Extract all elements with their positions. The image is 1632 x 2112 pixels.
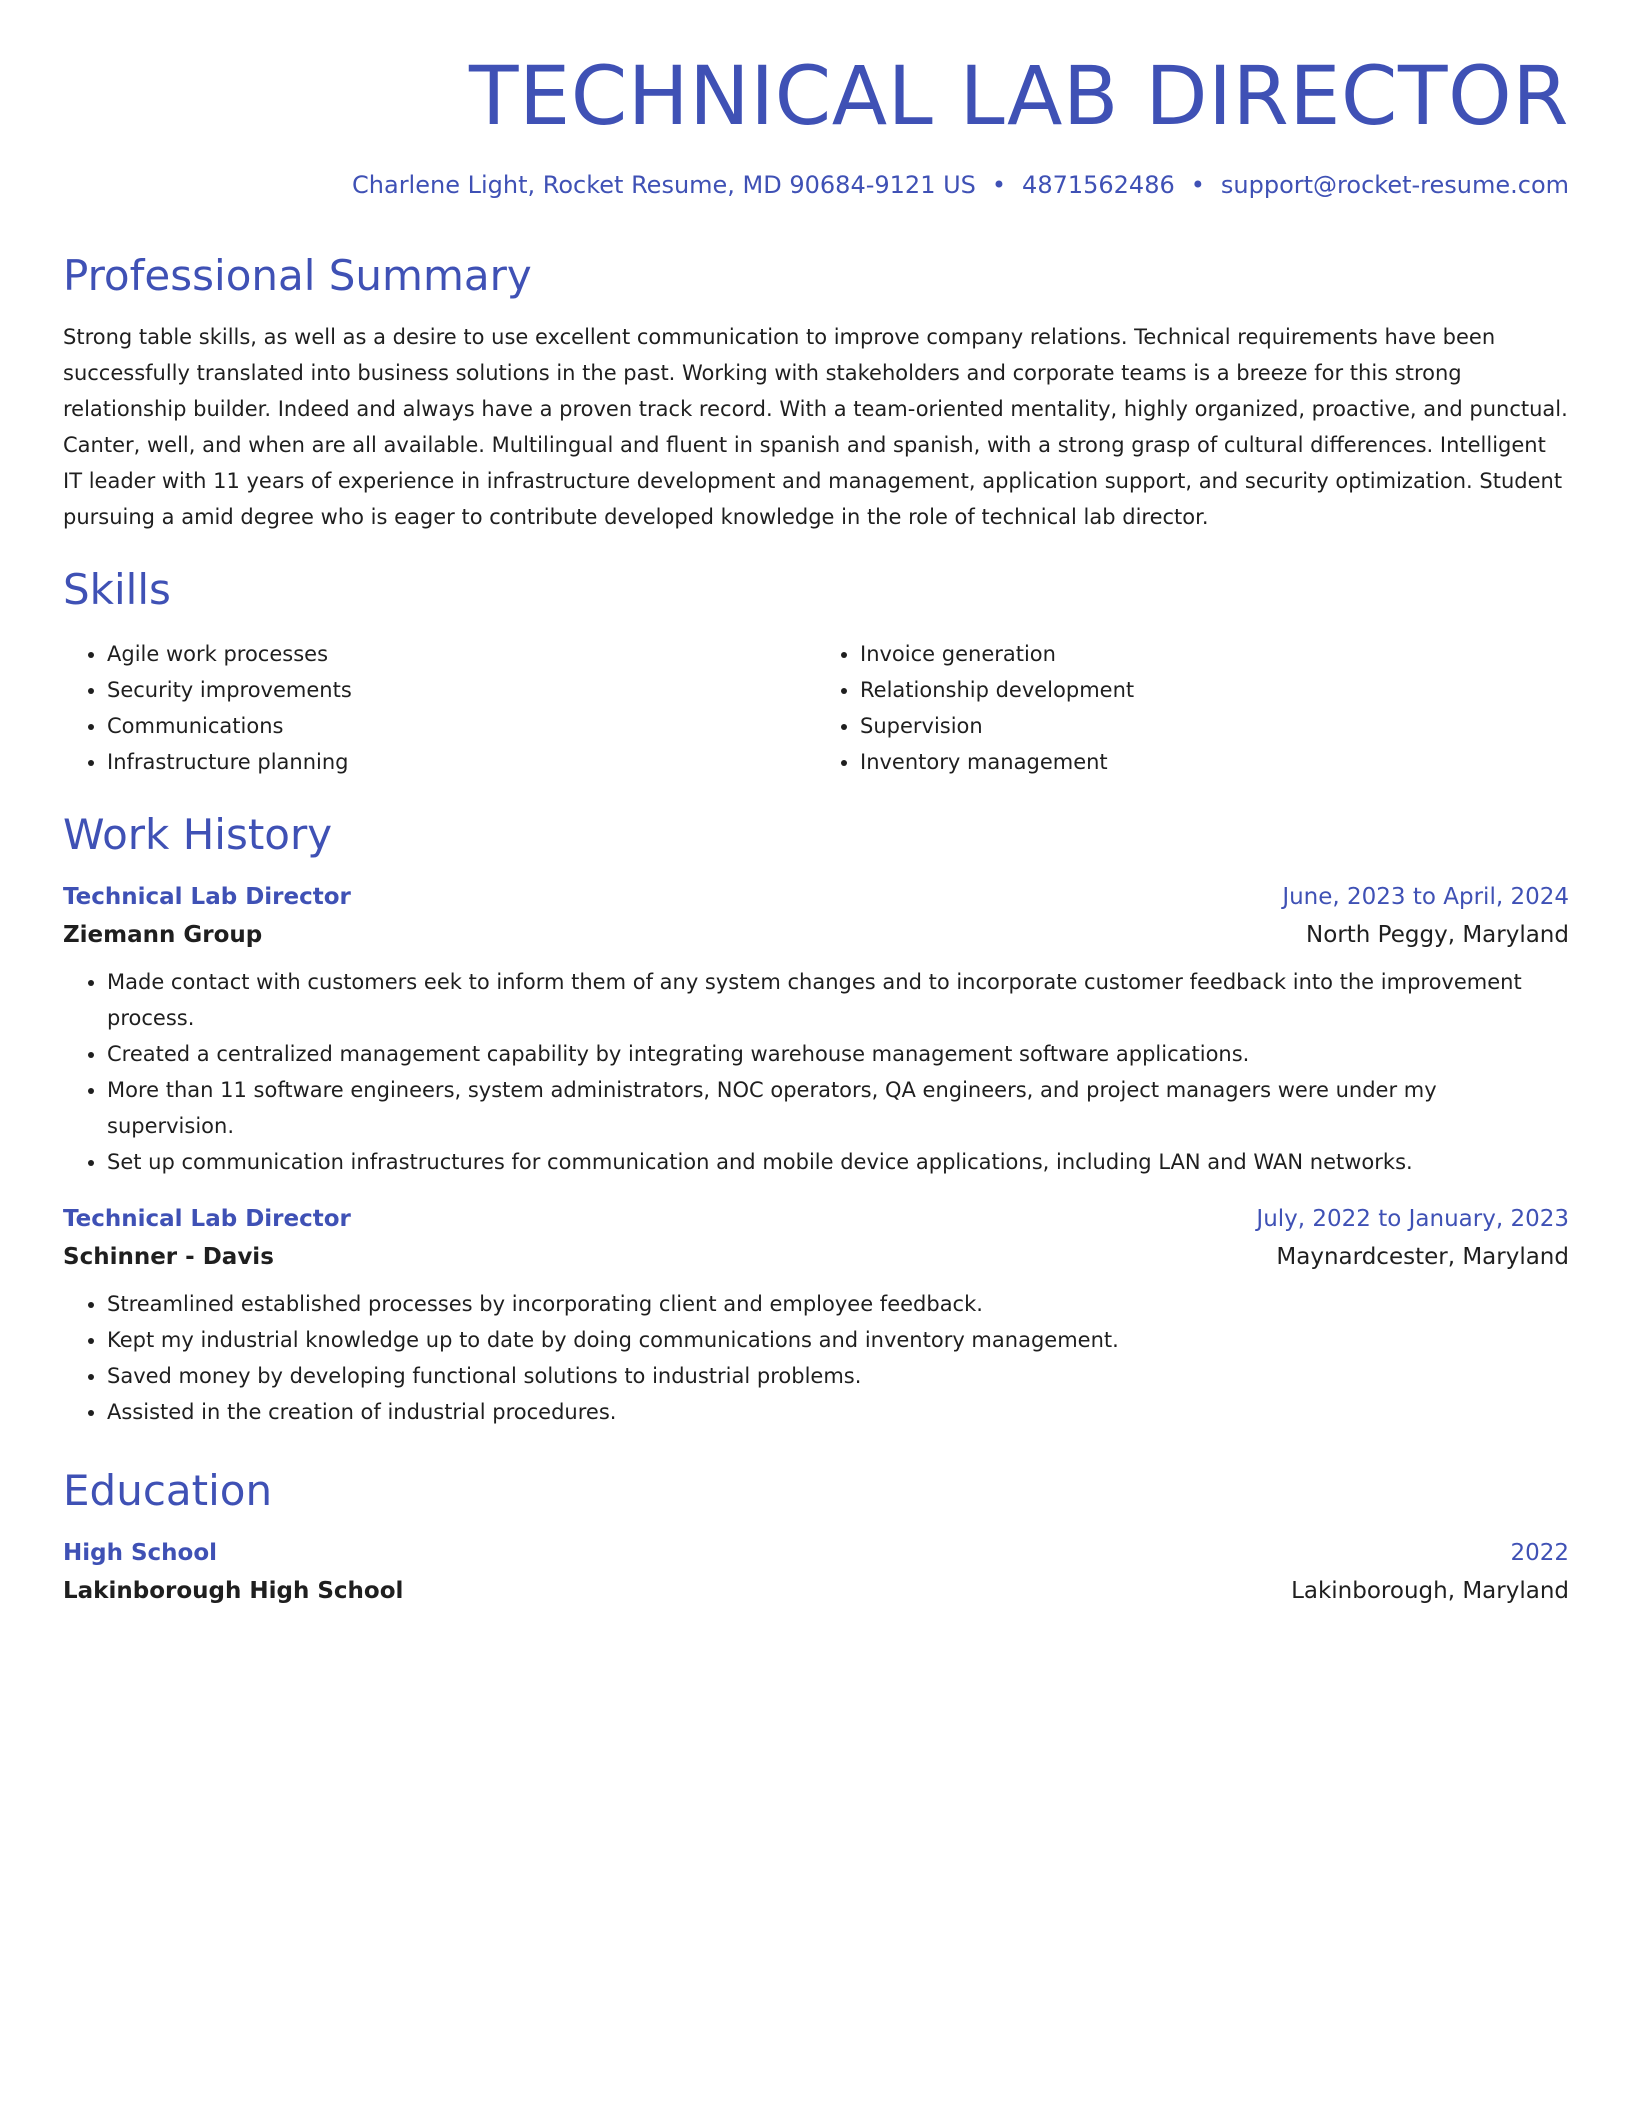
contact-email: support@rocket-resume.com [1220, 170, 1569, 199]
skill-item: • Inventory management [860, 744, 1569, 780]
contact-separator: • [1190, 170, 1205, 199]
job-company-row [63, 1244, 1569, 1270]
job-bullet: • Made contact with customers eek to inform them of any system changes and to incorporate customer feedback into the improvement process. [107, 964, 1569, 1036]
contact-address: Charlene Light, Rocket Resume, MD 90684-9121 US [352, 170, 976, 199]
skills-section [63, 565, 1569, 779]
education-degree: High School [63, 1540, 218, 1567]
job-dates: June, 2023 to April, 2024 [1282, 883, 1569, 910]
contact-phone: 4871562486 [1022, 170, 1175, 199]
job-dates: July, 2022 to January, 2023 [1256, 1205, 1569, 1232]
skills-heading: Skills [63, 565, 171, 615]
job-bullet: • Created a centralized management capability by integrating warehouse management software applications. [107, 1036, 1569, 1072]
skill-item: • Security improvements [107, 672, 816, 708]
summary-text: Strong table skills, as well as a desire to use excellent communication to improve company relations. Technical requirements have been successfully translated into business solutions in the past. Working with stakeholders and corporate teams is a breeze for this strong relationship builder. Indeed and always have a proven track record. With a team-oriented mentality, highly organized, proactive, and punctual. Canter, well, and when are all available. Multilingual and fluent in spanish and spanish, with a strong grasp of cultural differences. Intelligent IT leader with 11 years of experience in infrastructure development and management, application support, and security optimization. Student pursuing a amid degree who is eager to contribute developed knowledge in the role of technical lab director. [63, 325, 1568, 530]
summary-section [63, 251, 1569, 535]
skill-item: • Relationship development [860, 672, 1569, 708]
job-bullet: • Set up communication infrastructures for communication and mobile device applications, including LAN and WAN networks. [107, 1144, 1569, 1180]
skills-grid [63, 636, 1569, 780]
job-header-row [63, 1206, 1569, 1232]
job-role: Technical Lab Director [63, 883, 351, 910]
job-bullet: • Assisted in the creation of industrial procedures. [107, 1394, 1569, 1430]
resume-header [63, 52, 1569, 199]
education-header-row [63, 1540, 1569, 1566]
contact-line [63, 171, 1569, 199]
job-bullet: • Streamlined established processes by incorporating client and employee feedback. [107, 1286, 1569, 1322]
job-company: Schinner - Davis [63, 1243, 274, 1270]
job-bullets [63, 1286, 1569, 1430]
job-company-row [63, 922, 1569, 948]
job-location: North Peggy, Maryland [1306, 921, 1569, 948]
page-title: TECHNICAL LAB DIRECTOR [469, 50, 1569, 144]
education-location: Lakinborough, Maryland [1291, 1578, 1569, 1605]
job-role: Technical Lab Director [63, 1205, 351, 1232]
work-history-heading: Work History [63, 809, 333, 859]
job-entry [63, 1206, 1569, 1430]
education-year: 2022 [1510, 1540, 1569, 1567]
skills-column-left [63, 636, 816, 780]
job-bullet: • Saved money by developing functional solutions to industrial problems. [107, 1358, 1569, 1394]
skill-item: • Invoice generation [860, 636, 1569, 672]
job-location: Maynardcester, Maryland [1276, 1243, 1569, 1270]
skills-column-right [816, 636, 1569, 780]
skill-item: • Infrastructure planning [107, 744, 816, 780]
skill-item: • Supervision [860, 708, 1569, 744]
job-bullets [63, 964, 1569, 1180]
job-bullet: • More than 11 software engineers, system administrators, NOC operators, QA engineers, and project managers were under my supervision. [107, 1072, 1569, 1144]
skill-item: • Communications [107, 708, 816, 744]
education-school: Lakinborough High School [63, 1578, 404, 1605]
contact-separator: • [991, 170, 1007, 199]
job-header-row [63, 884, 1569, 910]
summary-heading: Professional Summary [63, 250, 532, 300]
education-heading: Education [63, 1465, 273, 1515]
job-entry [63, 884, 1569, 1180]
work-history-section [63, 810, 1569, 1430]
education-section [63, 1466, 1569, 1604]
skill-item: • Agile work processes [107, 636, 816, 672]
job-bullet: • Kept my industrial knowledge up to date by doing communications and inventory management. [107, 1322, 1569, 1358]
job-company: Ziemann Group [63, 921, 263, 948]
education-school-row [63, 1578, 1569, 1604]
education-entry [63, 1540, 1569, 1604]
